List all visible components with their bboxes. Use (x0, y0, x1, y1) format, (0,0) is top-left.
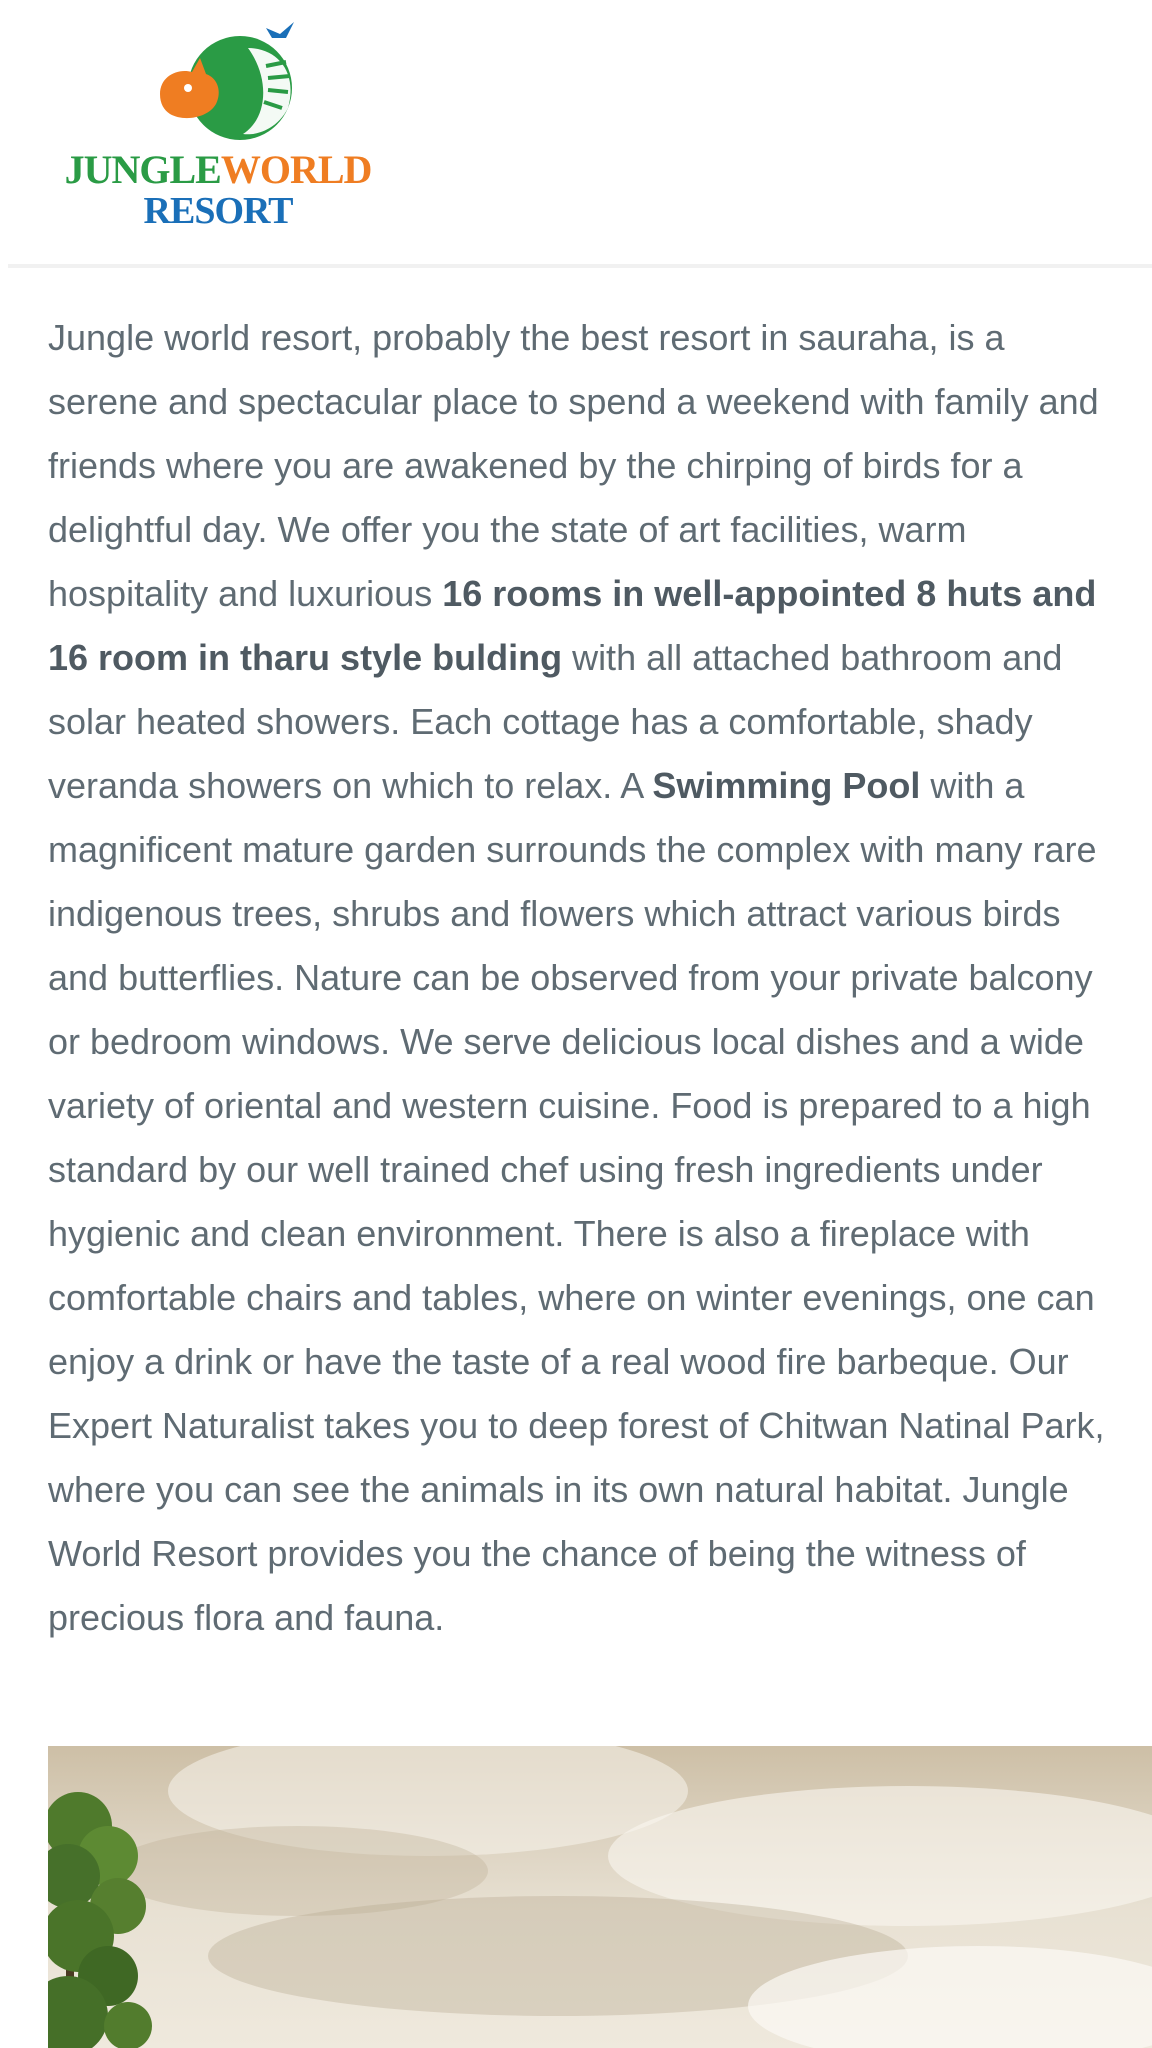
logo-title (48, 148, 388, 192)
swimming-pool-highlight: Swimming Pool (652, 765, 921, 806)
rooms-highlight: 16 rooms in well-appointed 8 huts and 16 room in tharu style bulding (48, 573, 1097, 678)
rhino-globe-logo-icon (148, 18, 318, 146)
logo-word-world: WORLD (220, 147, 372, 192)
site-header (8, 0, 1152, 268)
about-text-part-3: with a magnificent mature garden surrounds the complex with many rare indigenous trees, shrubs and flowers which attract various birds and butterflies. Nature can be observed from your private balcony or bedroom windows. We serve delicious local dishes and a wide variety of oriental and western cuisine. Food is prepared to a high standard by our well trained chef using fresh ingredients under hygienic and clean environment. There is also a fireplace with comfortable chairs and tables, where on winter evenings, one can enjoy a drink or have the taste of a real wood fire barbeque. Our Expert Naturalist takes you to deep forest of Chitwan Natinal Park, where you can see the animals in its own natural habitat. Jungle World Resort provides you the chance of being the witness of precious flora and fauna. (48, 765, 1105, 1638)
logo-word-resort: RESORT (143, 190, 293, 232)
logo-word-jungle: JUNGLE (64, 147, 221, 192)
resort-logo[interactable] (48, 18, 388, 240)
tree-foliage-icon (48, 1786, 178, 2048)
about-paragraph (48, 306, 1108, 1650)
about-text-part-2: with all attached bathroom and solar heated showers. Each cottage has a comfortable, shady veranda showers on which to relax. A (48, 637, 1063, 806)
about-text-part-1: Jungle world resort, probably the best resort in sauraha, is a serene and spectacular place to spend a weekend with family and friends where you are awakened by the chirping of birds for a delightful day. We offer you the state of art facilities, warm hospitality and luxurious (48, 317, 1099, 614)
hero-image (48, 1746, 1152, 2048)
